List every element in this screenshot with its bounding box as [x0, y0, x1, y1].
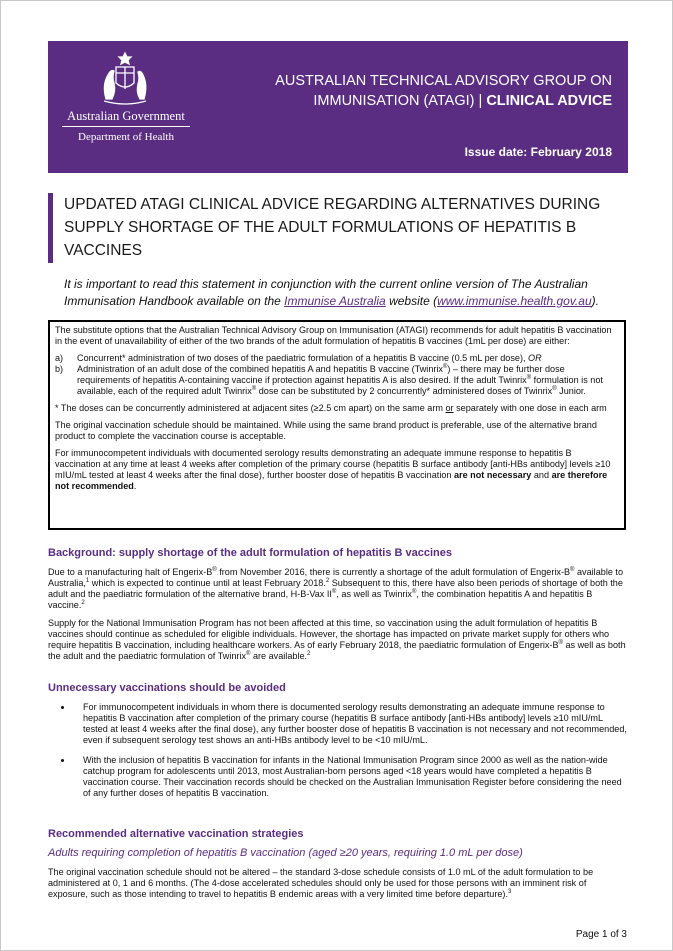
immunise-website-link[interactable]: www.immunise.health.gov.au	[437, 294, 592, 308]
section-heading: Background: supply shortage of the adult formulation of hepatitis B vaccines	[48, 547, 452, 559]
banner-title-line1: AUSTRALIAN TECHNICAL ADVISORY GROUP ON	[275, 73, 612, 89]
intro-text: ).	[591, 294, 599, 308]
para-text: are available.	[250, 651, 308, 661]
option-a	[55, 353, 619, 364]
reference-marker: 2	[307, 650, 311, 657]
box-text: and	[531, 470, 552, 480]
para-text: available to Australia,	[48, 567, 624, 588]
registered-mark: ®	[331, 588, 337, 595]
option-b-text: formulation is not available, each of the required adult Twinrix	[77, 375, 603, 396]
intro-text: website (	[385, 294, 438, 308]
issue-date: Issue date: February 2018	[464, 145, 612, 159]
registered-mark: ®	[526, 374, 532, 381]
header-banner	[48, 41, 628, 173]
box-text: For immunocompetent individuals with documented serology results demonstrating an adequate immune response to hepatitis B vaccination at any time at least 4 weeks after completion of the primary course (hepatitis B surface antibody [anti-HBs antibody] levels ≥10 mIU/mL tested at least 4 weeks after the final dose), further booster dose of hepatitis B vaccination	[55, 448, 611, 480]
registered-mark: ®	[212, 566, 217, 573]
option-b	[55, 364, 619, 397]
box-bold: are not necessary	[453, 470, 532, 480]
box-paragraph	[55, 448, 619, 492]
heading-accent-bar	[48, 193, 53, 263]
option-b-text: Junior.	[556, 386, 586, 396]
para-text: Due to a manufacturing halt of Engerix-B	[48, 567, 213, 577]
registered-mark: ®	[411, 588, 417, 595]
section-paragraph	[48, 567, 628, 611]
government-name: Australian Government	[67, 109, 185, 123]
registered-mark: ®	[251, 385, 257, 392]
box-bold: are therefore not recommended	[55, 470, 608, 491]
page-number: Page 1 of 3	[575, 929, 627, 940]
intro-text: It is important to read this statement in conjunction with the current online version of The Australian Immunisation Handbook available on the	[64, 277, 588, 308]
para-text: as well as both the adult and the paediatric formulation of Twinrix	[48, 640, 626, 661]
option-or: OR	[528, 353, 542, 363]
para-text: from November 2016, there is currently a shortage of the adult formulation of Engerix-B	[216, 567, 571, 577]
registered-mark: ®	[570, 566, 575, 573]
para-text: Supply for the National Immunisation Program has not been affected at this time, so vaccination using the adult formulation of hepatitis B vaccines should continue as scheduled for eligible individuals. However, the shortage has impacted on private market supply for others who require hepatitis B vaccination, including healthcare workers. As of early February 2018, the paediatric formulation of Engerix-B	[48, 618, 610, 650]
box-text: .	[133, 481, 137, 491]
reference-marker: 2	[325, 577, 330, 584]
option-label: a)	[55, 353, 64, 363]
document-heading	[48, 193, 628, 263]
reference-marker: 3	[507, 888, 512, 895]
intro-statement	[64, 276, 624, 310]
bullet-list	[48, 702, 628, 799]
para-text: , as well as Twinrix	[336, 589, 412, 599]
section-subheading: Adults requiring completion of hepatitis B vaccination (aged ≥20 years, requiring 1.0 mL per dose)	[48, 847, 523, 859]
footnote-text: * The doses can be concurrently administered at adjacent sites (≥2.5 cm apart) on the same arm	[55, 403, 446, 413]
banner-title	[212, 71, 612, 111]
list-item: • For immunocompetent individuals in whom there is documented serology results demonstrating an adequate immune response to hepatitis B vaccination after completion of the primary course (hepatitis B surface antibody [anti-HBs antibody] levels ≥10 mIU/mL tested at least 4 weeks after the final dose), any further booster dose of hepatitis B vaccination is not necessary and not recommended, even if subsequent serology test shows an anti-HBs antibody level to be <10 mIU/mL.	[73, 702, 628, 746]
section-heading: Recommended alternative vaccination strategies	[48, 828, 304, 840]
para-text: The original vaccination schedule should not be altered – the standard 3-dose schedule consists of 1.0 mL of the adult formulation to be administered at 0, 1 and 6 months. (The 4-dose accelerated schedules should only be used for those persons with an imminent risk of exposure, such as those intending to travel to hepatitis B endemic areas with a very limited time before departure).	[48, 867, 594, 899]
option-a-text: Concurrent* administration of two doses of the paediatric formulation of a hepatitis B vaccine (0.5 mL per dose),	[77, 353, 529, 363]
registered-mark: ®	[442, 363, 448, 370]
option-text	[77, 364, 619, 397]
section-heading: Unnecessary vaccinations should be avoided	[48, 682, 286, 694]
footnote-text: separately with one dose in each arm	[453, 403, 607, 413]
box-paragraph: The substitute options that the Australian Technical Advisory Group on Immunisation (ATAGI) recommends for adult hepatitis B vaccination in the event of unavailability of either of the two brands of the adult formulation of hepatitis B vaccines (1mL per dose) are either:	[55, 325, 612, 346]
box-footnote	[55, 403, 619, 414]
registered-mark: ®	[552, 385, 557, 392]
background-section	[48, 548, 628, 669]
section-paragraph	[48, 867, 628, 900]
reference-marker: 1	[85, 577, 90, 584]
banner-title-line2	[212, 91, 612, 111]
option-b-text: ) – there may be further dose requirements of hepatitis A-containing vaccine if protection against hepatitis A is also desired. If the adult Twinrix	[77, 364, 565, 385]
registered-mark: ®	[558, 639, 563, 646]
option-b-text: dose can be substituted by 2 concurrently* administered doses of Twinrix	[256, 386, 553, 396]
box-paragraph: The original vaccination schedule should be maintained. While using the same brand product is preferable, use of the alternative brand product to complete the vaccination course is acceptable.	[55, 420, 597, 441]
registered-mark: ®	[246, 650, 251, 657]
footnote-or: or	[445, 403, 454, 413]
government-crest	[56, 49, 196, 159]
reference-marker: 2	[81, 599, 85, 606]
banner-title-bold: CLINICAL ADVICE	[486, 93, 612, 109]
option-b-text: Administration of an adult dose of the combined hepatitis A and hepatitis B vaccine (Twinrix	[77, 364, 443, 374]
department-name: Department of Health	[78, 131, 174, 143]
recommended-section	[48, 829, 628, 907]
banner-title-prefix: IMMUNISATION (ATAGI) |	[313, 93, 487, 109]
immunise-australia-link[interactable]: Immunise Australia	[284, 294, 386, 308]
option-label: b)	[55, 364, 64, 374]
list-item: • With the inclusion of hepatitis B vaccination for infants in the National Immunisation Program since 2000 as well as the nation-wide catchup program for adolescents until 2013, most Australian-born persons aged <18 years would have completed a hepatitis B vaccination course. Their vaccination records should be checked on the Australian Immunisation Register before considering the need of any further doses of hepatitis B vaccination.	[73, 755, 628, 799]
unnecessary-section	[48, 683, 628, 808]
para-text: , the combination hepatitis A and hepatitis B vaccine.	[48, 589, 593, 610]
coat-of-arms-icon	[94, 49, 156, 109]
section-paragraph	[48, 618, 628, 662]
key-advice-box	[48, 320, 626, 530]
para-text: which is expected to continue until at least February 2018.	[89, 578, 326, 588]
para-text: Subsequent to this, there have also been periods of shortage of both the adult and the paediatric formulation of the alternative brand, H-B-Vax II	[48, 578, 623, 599]
document-title: UPDATED ATAGI CLINICAL ADVICE REGARDING ALTERNATIVES DURING SUPPLY SHORTAGE OF THE ADULT FORMULATIONS OF HEPATITIS B VACCINES	[64, 196, 601, 259]
crest-divider	[62, 126, 190, 127]
option-text	[77, 353, 542, 364]
